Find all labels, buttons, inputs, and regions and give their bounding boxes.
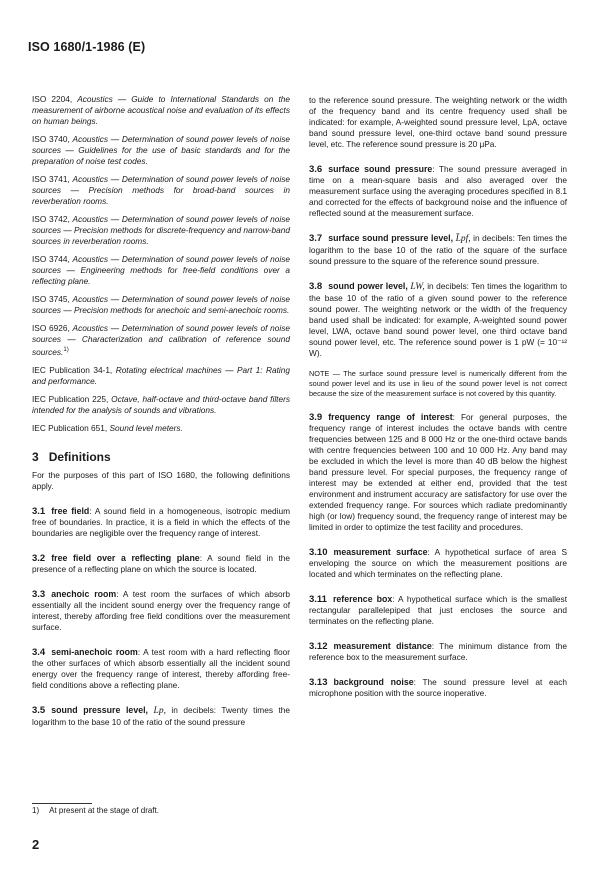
definition-3-5-continued: to the reference sound pressure. The weighting network or the width of the frequency band and its centre frequency used shall be indicated: for example, A-weighted sound pressure level, LpA, octave band sound pressure level, one-third octave band sound pressure level, etc. The reference sound pressure is 20 μPa. xyxy=(309,95,567,149)
definition-3-10: 3.10 measurement surface: A hypothetical surface of area S enveloping the source on which the measurement positions are located and which terminates on the reflecting plane. xyxy=(309,547,567,580)
definition-3-5: 3.5 sound pressure level, Lp, in decibels: Twenty times the logarithm to the base 10 of the ratio of the sound pressure xyxy=(32,704,290,727)
reference-item: ISO 3745, Acoustics — Determination of sound power levels of noise sources — Precision methods for anechoic and semi-anechoic rooms. xyxy=(32,294,290,315)
definition-3-3: 3.3 anechoic room: A test room the surfaces of which absorb essentially all the incident sound energy over the frequency range of interest, thereby affording free field conditions over the measurement surface. xyxy=(32,588,291,632)
definition-3-6: 3.6 surface sound pressure: The sound pressure averaged in time on a mean-square basis and also averaged over the measurement surface using the averaging procedures specified in 8.1 and corrected for the effects of background noise and the influence of reflected sound at the measurement surface. xyxy=(309,164,568,218)
definition-3-7: 3.7 surface sound pressure level, L̄pf, in decibels: Ten times the logarithm to the base 10 of the ratio of the square of the surface sound pressure to the square of the reference sound pressure. xyxy=(309,233,567,266)
definition-3-12: 3.12 measurement distance: The minimum distance from the reference box to the measurement surface. xyxy=(309,641,567,663)
section-intro: For the purposes of this part of ISO 1680, the following definitions apply. xyxy=(32,469,290,491)
reference-item: IEC Publication 34-1, Rotating electrical machines — Part 1: Rating and performance. xyxy=(32,364,290,386)
reference-item: ISO 6926, Acoustics — Determination of sound power levels of noise sources — Characterization and calibration of reference sound sources.$^{1)}$ xyxy=(32,323,290,357)
right-column xyxy=(309,95,567,713)
document-header: ISO 1680/1-1986 (E) xyxy=(28,40,146,54)
definition-3-4: 3.4 semi-anechoic room: A test room with a hard reflecting floor the other surfaces of which absorb essentially all the incident sound energy over the frequency range of interest, thereby affording free-field conditions above a reflecting plane. xyxy=(32,646,290,690)
note: NOTE — The surface sound pressure level is numerically different from the sound power level and its use in lieu of the sound power level is not correct because the size of the measurement surface is not covered by this quantity. xyxy=(309,369,567,398)
footnote-divider xyxy=(32,803,92,804)
reference-item: IEC Publication 651, Sound level meters. xyxy=(32,422,183,433)
reference-item: ISO 3740, Acoustics — Determination of sound power levels of noise sources — Guidelines for the use of basic standards and for the preparation of noise test codes. xyxy=(32,134,290,166)
reference-item: ISO 3744, Acoustics — Determination of sound power levels of noise sources — Engineering methods for free-field conditions over a reflecting plane. xyxy=(32,254,290,286)
section-heading: 3 Definitions xyxy=(32,449,111,464)
definition-3-13: 3.13 background noise: The sound pressure level at each microphone position with the source inoperative. xyxy=(309,677,567,699)
page-number: 2 xyxy=(32,837,40,852)
reference-item: IEC Publication 225, Octave, half-octave and third-octave band filters intended for the analysis of sounds and vibrations. xyxy=(32,393,291,415)
footnote: 1) At present at the stage of draft. xyxy=(32,806,159,815)
definition-3-1: 3.1 free field: A sound field in a homogeneous, isotropic medium free of boundaries. In practice, it is a field in which the effects of the boundaries are negligible over the frequency range of interest. xyxy=(32,505,290,538)
footnote-ref: 1) xyxy=(63,347,69,353)
definition-3-2: 3.2 free field over a reflecting plane: A sound field in the presence of a reflecting plane on which the source is located. xyxy=(32,552,290,574)
reference-item: ISO 3742, Acoustics — Determination of sound power levels of noise sources — Precision methods for discrete-frequency and narrow-band sources in reverberation rooms. xyxy=(32,214,290,246)
definition-3-9: 3.9 frequency range of interest: For general purposes, the frequency range of interest includes the octave bands with centre frequencies between 125 and 8 000 Hz or the one-third octave bands with centre frequencies between 100 and 10 000 Hz. Any band may be excluded in which the level is more than 40 dB below the highest band pressure level. For special purposes, the frequency range of interest may be extended at either end, provided that the test environment and instrument accuracy are satisfactory for use over the extended frequency range. For sources which radiate predominantly high (or low) frequency sound, the frequency range of interest may be limited in order to optimize the test facility and procedures. xyxy=(309,412,567,533)
definition-3-8: 3.8 sound power level, LW, in decibels: Ten times the logarithm to the base 10 of the ratio of a given sound power to the reference sound power. The weighting network or the width of the frequency band used shall be indicated: for example, A-weighted sound power level, LWA, octave band sound power level, one third octave band sound power level, etc. The reference sound power is 1 pW (= 10⁻¹² W). xyxy=(309,281,567,358)
reference-item: ISO 3741, Acoustics — Determination of sound power levels of noise sources — Precision methods for broad-band sources in reverberation rooms. xyxy=(32,174,290,206)
definition-3-11: 3.11 reference box: A hypothetical surface which is the smallest rectangular parallelepiped that just encloses the source and terminates on the reflecting plane. xyxy=(309,594,567,627)
reference-item: ISO 2204, Acoustics — Guide to International Standards on the measurement of airborne acoustical noise and evaluation of its effects on human beings. xyxy=(32,94,290,126)
left-column xyxy=(32,94,290,742)
